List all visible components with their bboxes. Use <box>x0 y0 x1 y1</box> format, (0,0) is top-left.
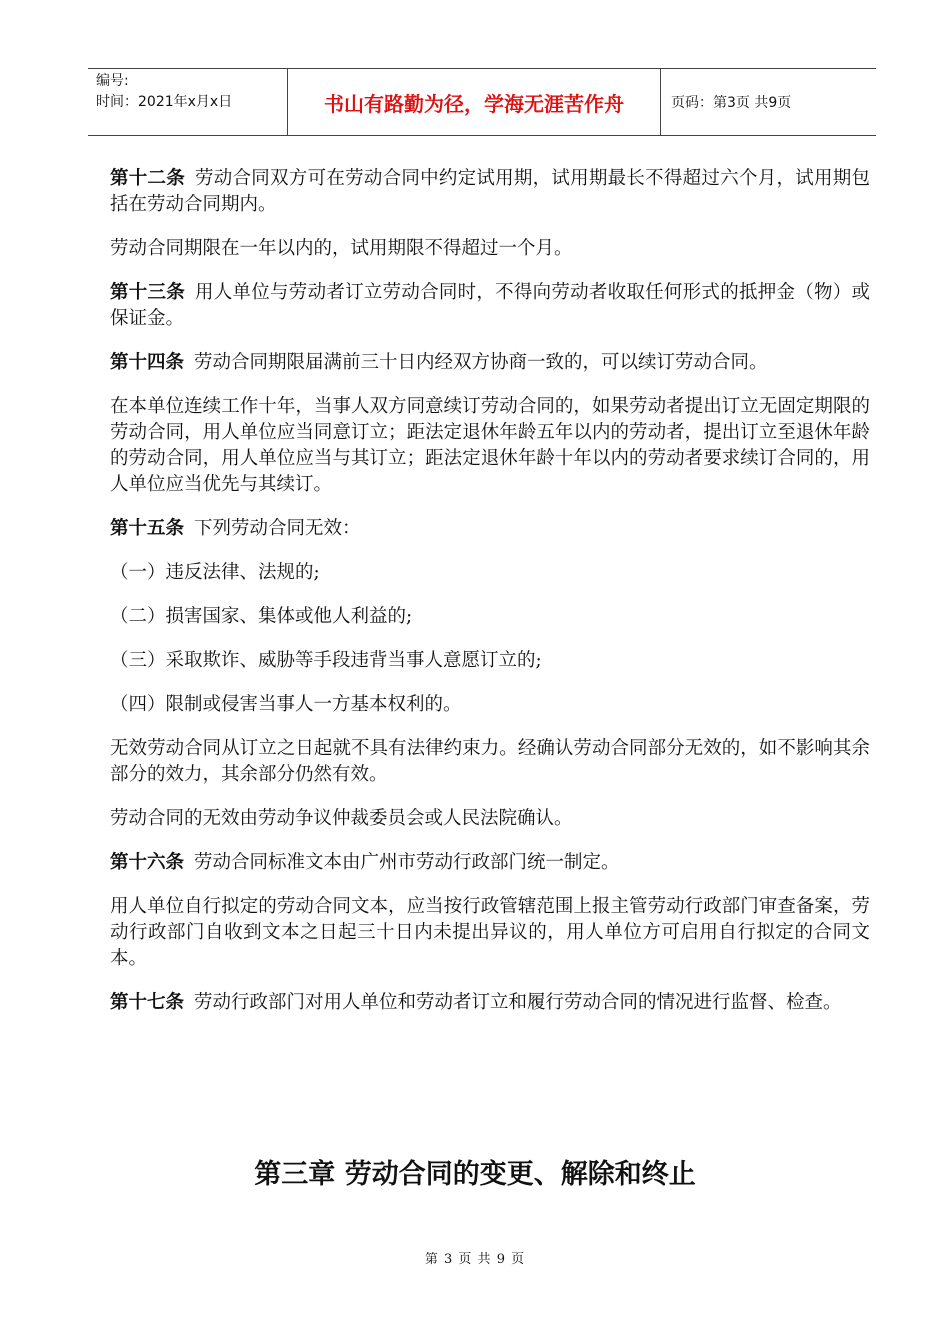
header-motto: 书山有路勤为径，学海无涯苦作舟 <box>288 69 661 135</box>
page-footer: 第 3 页 共 9 页 <box>424 1252 526 1267</box>
paragraph-13 <box>110 850 870 876</box>
article-label: 第十五条 <box>110 518 185 539</box>
article-label: 第十三条 <box>110 282 186 303</box>
paragraph-text: 劳动合同双方可在劳动合同中约定试用期，试用期最长不得超过六个月，试用期包括在劳动合同期内。 <box>110 168 870 215</box>
paragraph-15 <box>110 990 870 1016</box>
paragraph-4 <box>110 350 870 376</box>
chapter-title: 第三章 劳动合同的变更、解除和终止 <box>254 1159 696 1190</box>
paragraph-text: 劳动合同的无效由劳动争议仲裁委员会或人民法院确认。 <box>110 808 573 829</box>
paragraph-text: （三）采取欺诈、威胁等手段违背当事人意愿订立的; <box>110 650 542 671</box>
paragraph-text: 劳动合同期限在一年以内的，试用期限不得超过一个月。 <box>110 238 573 259</box>
paragraph-text: 无效劳动合同从订立之日起就不具有法律约束力。经确认劳动合同部分无效的，如不影响其余部分的效力，其余部分仍然有效。 <box>110 738 870 785</box>
paragraph-2 <box>110 236 870 262</box>
paragraph-text: 劳动行政部门对用人单位和劳动者订立和履行劳动合同的情况进行监督、检查。 <box>194 992 842 1013</box>
paragraph-14 <box>110 894 870 972</box>
paragraph-11 <box>110 736 870 788</box>
document-number-label: 编号: <box>96 73 129 89</box>
article-label: 第十七条 <box>110 992 185 1013</box>
paragraph-text: 用人单位自行拟定的劳动合同文本，应当按行政管辖范围上报主管劳动行政部门审查备案，劳动行政部门自收到文本之日起三十日内未提出异议的，用人单位方可启用自行拟定的合同文本。 <box>110 896 870 969</box>
header-meta <box>88 69 288 135</box>
header-page-info: 页码：第3页 共9页 <box>671 95 792 111</box>
paragraph-text: （二）损害国家、集体或他人利益的; <box>110 606 413 627</box>
paragraph-text: 劳动合同期限届满前三十日内经双方协商一致的，可以续订劳动合同。 <box>194 352 768 373</box>
list-item-3 <box>110 648 870 674</box>
list-item-4 <box>110 692 870 718</box>
article-label: 第十二条 <box>110 168 186 189</box>
paragraph-12 <box>110 806 870 832</box>
paragraph-6 <box>110 516 870 542</box>
document-time-label: 时间：2021年x月x日 <box>96 94 233 110</box>
paragraph-5 <box>110 394 870 498</box>
paragraph-text: 在本单位连续工作十年，当事人双方同意续订劳动合同的，如果劳动者提出订立无固定期限的劳动合同，用人单位应当同意订立；距法定退休年龄五年以内的劳动者，提出订立至退休年龄的劳动合同，用人单位应当与其订立；距法定退休年龄十年以内的劳动者要求续订合同的，用人单位应当优先与其续订。 <box>110 396 870 495</box>
paragraph-3 <box>110 280 870 332</box>
paragraph-text: （四）限制或侵害当事人一方基本权利的。 <box>110 694 462 715</box>
page-header <box>88 68 876 136</box>
paragraph-text: 下列劳动合同无效： <box>194 518 361 539</box>
article-label: 第十六条 <box>110 852 185 873</box>
paragraph-text: （一）违反法律、法规的; <box>110 562 320 583</box>
list-item-2 <box>110 604 870 630</box>
paragraph-text: 用人单位与劳动者订立劳动合同时，不得向劳动者收取任何形式的抵押金（物）或保证金。 <box>110 282 870 329</box>
list-item-1 <box>110 560 870 586</box>
document-body <box>110 166 870 1034</box>
paragraph-1 <box>110 166 870 218</box>
paragraph-text: 劳动合同标准文本由广州市劳动行政部门统一制定。 <box>194 852 620 873</box>
article-label: 第十四条 <box>110 352 185 373</box>
